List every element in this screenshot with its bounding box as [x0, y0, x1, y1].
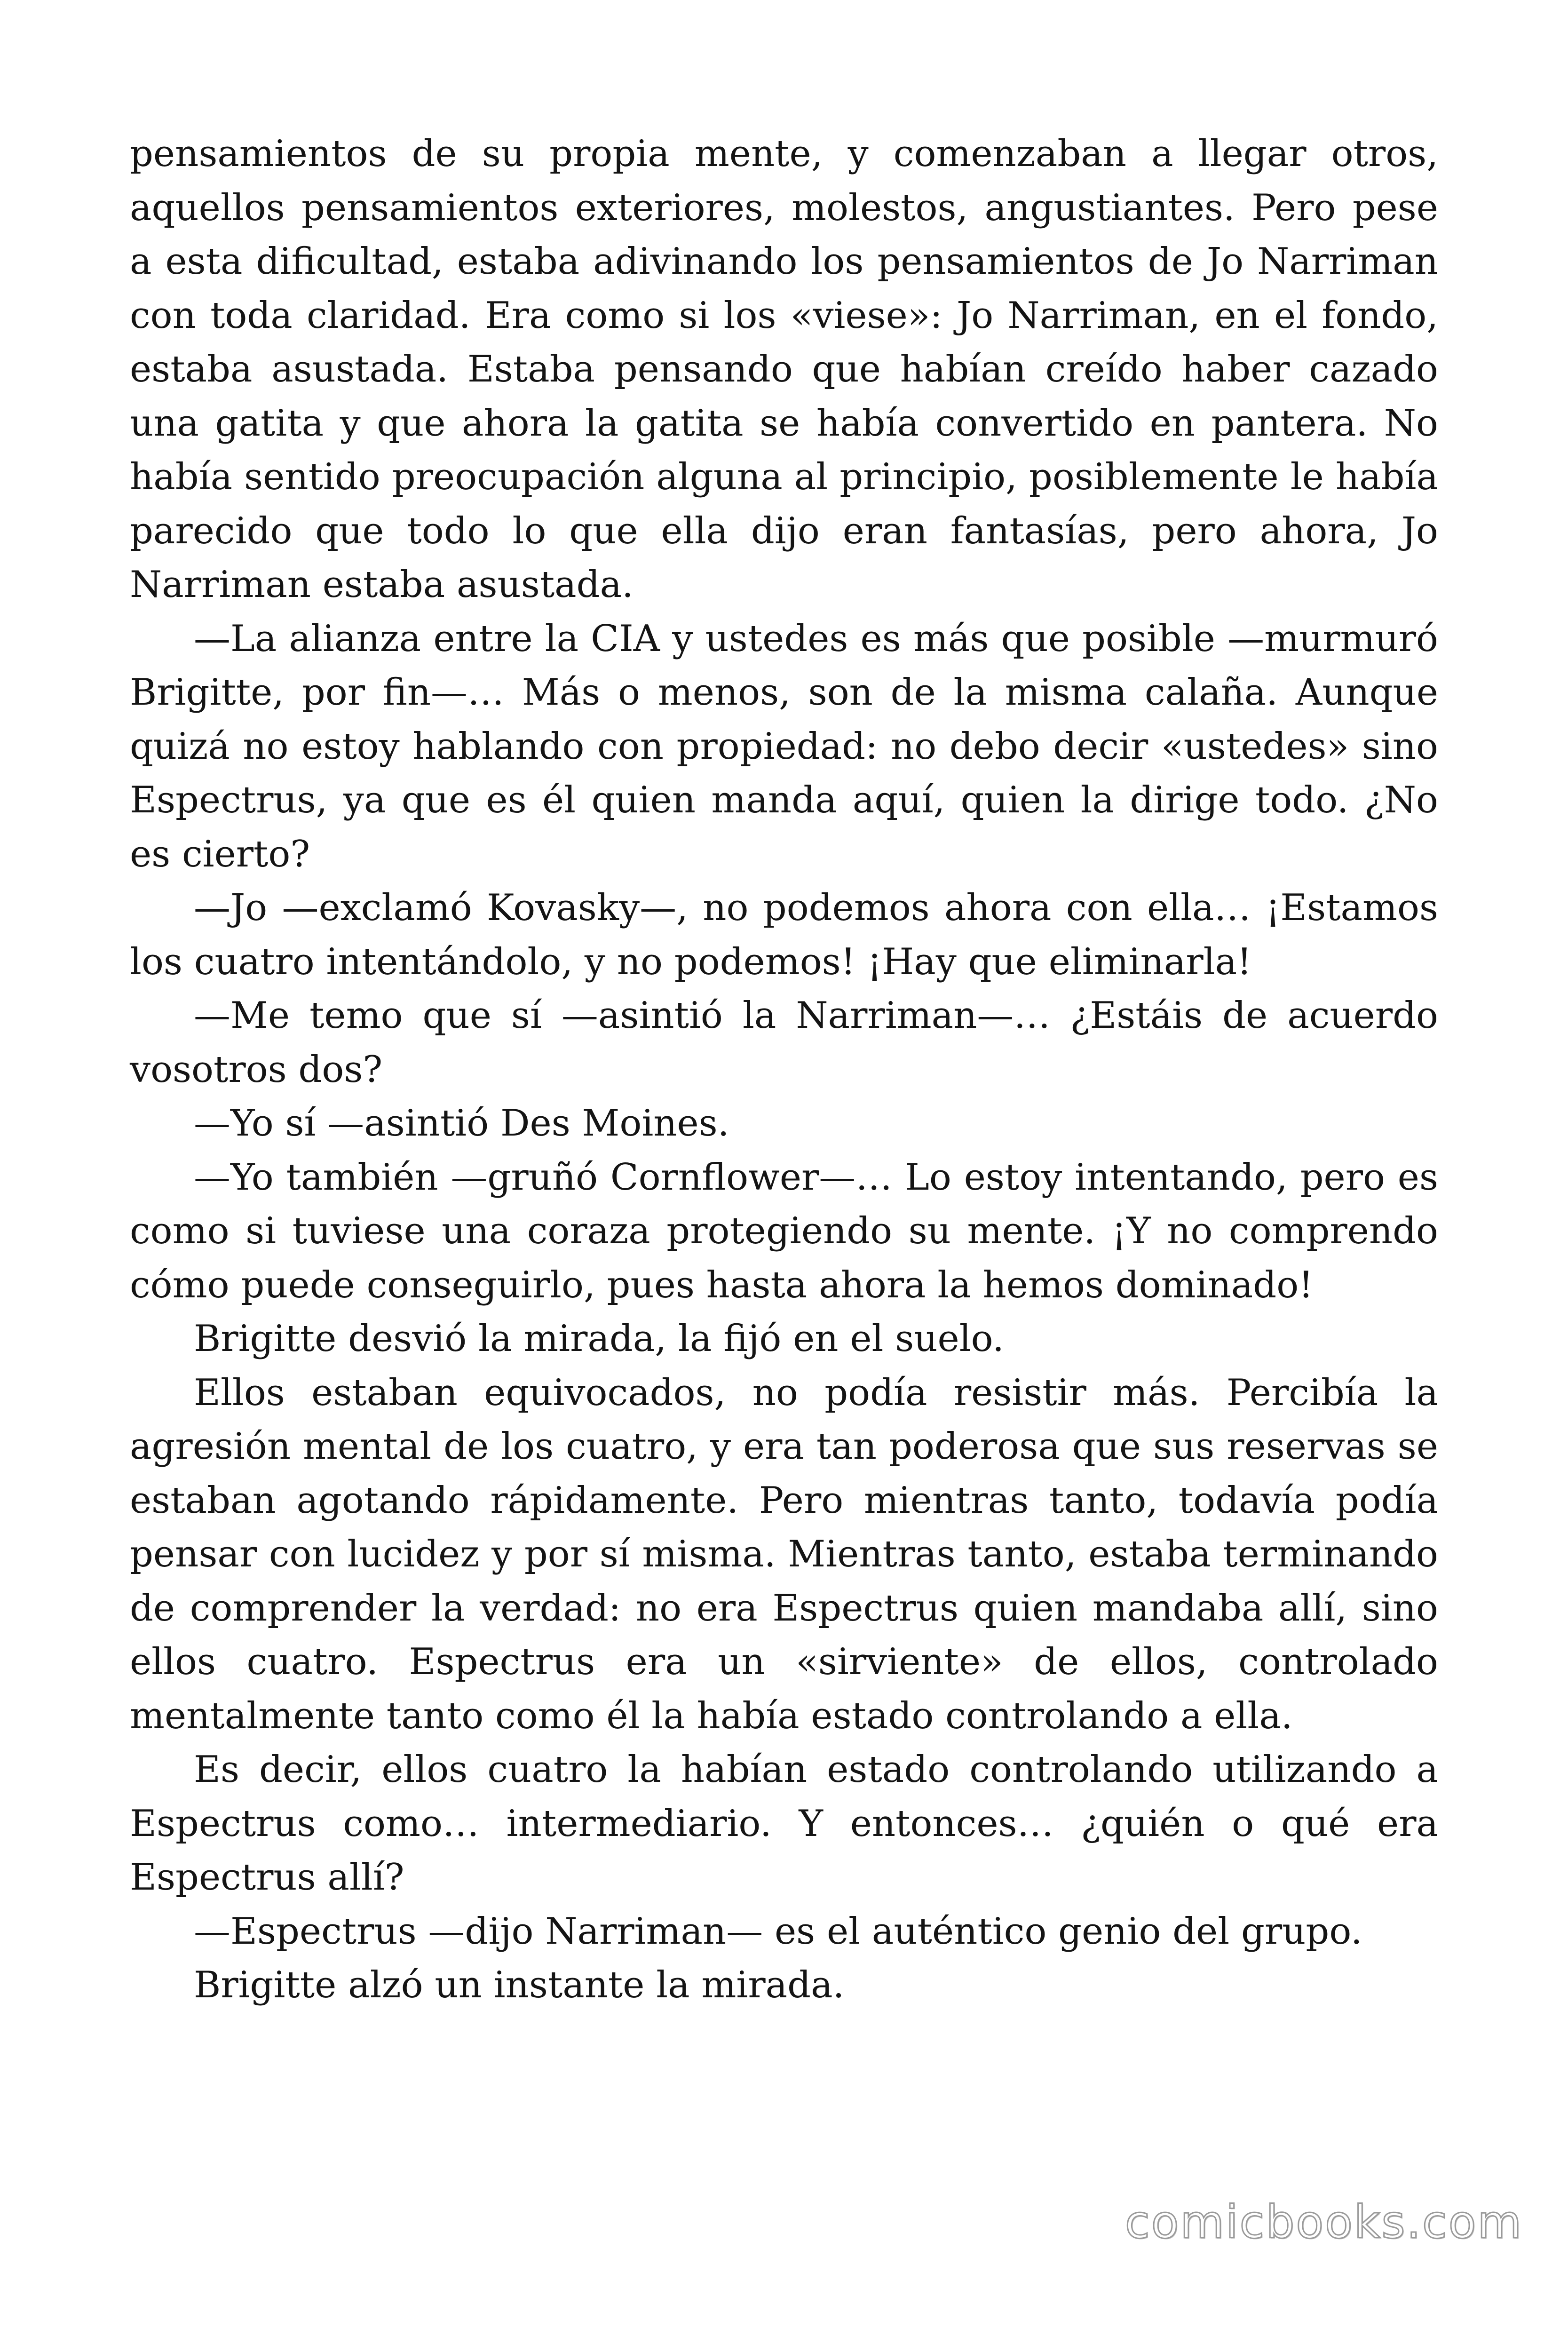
paragraph: —Yo sí —asintió Des Moines. [194, 1102, 729, 1144]
paragraph: pensamientos de su propia mente, y comenzaban a llegar otros, aquellos pensamientos exteriores, molestos, angustiantes. Pero pese a esta dificultad, estaba adivinando los pensamientos de Jo Narriman con toda claridad. Era como si los «viese»: Jo Narriman, en el fondo, estaba asustada. Estaba pensando que habían creído haber cazado una gatita y que ahora la gatita se había convertido en pantera. No había sentido preocupación alguna al principio, posiblemente le había parecido que todo lo que ella dijo eran fantasías, pero ahora, Jo Narriman estaba asustada. [130, 133, 1438, 606]
paragraph: —La alianza entre la CIA y ustedes es más que posible —murmuró Brigitte, por fin—… Más o menos, son de la misma calaña. Aunque quizá no estoy hablando con propiedad: no debo decir «ustedes» sino Espectrus, ya que es él quien manda aquí, quien la dirige todo. ¿No es cierto? [130, 617, 1438, 875]
book-page-text [130, 127, 1438, 2012]
paragraph: Ellos estaban equivocados, no podía resistir más. Percibía la agresión mental de los cuatro, y era tan poderosa que sus reservas se estaban agotando rápidamente. Pero mientras tanto, todavía podía pensar con lucidez y por sí misma. Mientras tanto, estaba terminando de comprender la verdad: no era Espectrus quien mandaba allí, sino ellos cuatro. Espectrus era un «sirviente» de ellos, controlado mentalmente tanto como él la había estado controlando a ella. [130, 1371, 1438, 1737]
paragraph: Es decir, ellos cuatro la habían estado controlando utilizando a Espectrus como… intermediario. Y entonces… ¿quién o qué era Espectrus allí? [130, 1748, 1438, 1899]
paragraph: —Jo —exclamó Kovasky—, no podemos ahora con ella… ¡Estamos los cuatro intentándolo, y no podemos! ¡Hay que eliminarla! [130, 887, 1438, 983]
paragraph: Brigitte desvió la mirada, la fijó en el suelo. [194, 1318, 1004, 1360]
paragraph: —Espectrus —dijo Narriman— es el auténtico genio del grupo. [194, 1910, 1362, 1953]
paragraph: Brigitte alzó un instante la mirada. [194, 1964, 845, 2006]
paragraph: —Yo también —gruñó Cornflower—… Lo estoy intentando, pero es como si tuviese una coraza protegiendo su mente. ¡Y no comprendo cómo puede conseguirlo, pues hasta ahora la hemos dominado! [130, 1156, 1438, 1306]
paragraph: —Me temo que sí —asintió la Narriman—… ¿Estáis de acuerdo vosotros dos? [130, 994, 1438, 1091]
watermark: comicbooks.com [1125, 2196, 1523, 2249]
